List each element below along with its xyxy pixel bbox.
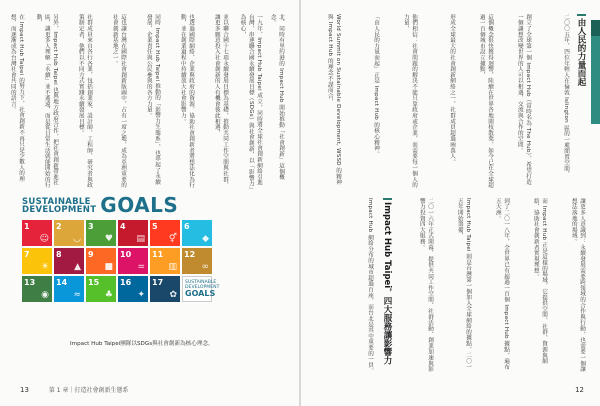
sun-icon: ☀ <box>40 262 49 272</box>
sdg-tile-number: 2 <box>56 222 62 231</box>
sdg-tile-number: 10 <box>120 250 132 259</box>
right-footer <box>575 386 584 394</box>
sdg-tile-8 <box>54 248 84 274</box>
sdg-tile-14 <box>54 276 84 302</box>
text-column: 另外，Impact Hub Taipei 也與地方政府合作，把社會創新帶進社區，讓更多人理解「永續」並不遙遠，而是從日常生活就能開始的行動， <box>35 14 58 188</box>
bowl-icon: ◡ <box>73 234 81 244</box>
book-icon: ▤ <box>136 234 145 244</box>
text-column: 到了二〇一八年，全世界已有超過一百個 Impact Hub 據點，遍布五大洲。 <box>494 198 509 370</box>
sdg-tile-1 <box>22 220 52 246</box>
growth-chart-icon: ▲ <box>74 262 81 272</box>
sdg-title-line2: DEVELOPMENT <box>22 205 97 215</box>
sdg-logo-tile <box>182 276 220 302</box>
text-column: Impact Hub 網絡分布的城市超過百座，而台北是其中重要的一員。 <box>367 198 373 374</box>
section-heading-text: 由人民的力量而起 <box>576 18 586 86</box>
infinity-icon: ∞ <box>201 262 209 272</box>
text-column: 北、同時有里約港的 Impact Hub 開始推動「社會創新」這個概念。 <box>269 14 284 180</box>
sdg-logo-text: DEVELOPMENT <box>185 285 220 290</box>
figure-caption: Impact Hub Taipei團隊以SDGs與社會創新為核心理念。 <box>70 341 214 347</box>
water-drop-icon: ◆ <box>202 234 209 244</box>
text-column: 並以聯合國十七項永續發展目標為基礎，推動共同工作空間與社群，讓更多願意投入社會創新的人有機會彼此相遇， <box>213 14 228 188</box>
sdg-tile-9 <box>86 248 116 274</box>
right-page <box>301 0 600 406</box>
sdg-tile-6 <box>182 220 212 246</box>
sdg-title-line1: SUSTAINABLE <box>22 197 91 207</box>
text-column: 而 Impact Hub 正是這樣的場域，它提供空間、社群、資源與網絡，協助社會創新者實現理想。 <box>532 198 547 364</box>
people-icon: ☺ <box>39 234 49 244</box>
sdg-tile-number: 3 <box>88 222 94 231</box>
text-column: 這也讓台灣在國際社會創新版圖中，占有一席之地，成為亞洲重要的社會創新基地之一。 <box>111 14 126 188</box>
sdg-tile-3 <box>86 220 116 246</box>
sdg-tile-7 <box>22 248 52 274</box>
heading-bar <box>577 14 586 16</box>
sdg-tile-12 <box>182 248 212 274</box>
text-column: World Summit on Sustainable Development, WSSD 的精神與 Impact Hub 的理念不謀而合， <box>326 14 341 186</box>
sdg-tile-number: 17 <box>152 278 164 287</box>
sdg-tile-number: 15 <box>88 278 100 287</box>
page-number: 13 <box>20 386 29 394</box>
gender-icon: ⚥ <box>168 234 177 244</box>
text-column: 同時 Impact Hub Taipei 推動的「影響力生態系」，也串起了永續發展、企業責任與公民參與的各方力量。 <box>145 14 160 185</box>
heartbeat-icon: ♥ <box>104 234 113 244</box>
heading-bar <box>383 198 392 200</box>
sdg-tile-number: 14 <box>56 278 68 287</box>
text-column: 社群成員來自各行各業，包括創業家、設計師、工程師、研究者與政策制定者，他們以不同方式實踐永續發展目標。 <box>77 14 92 188</box>
sdg-tile-number: 12 <box>184 250 196 259</box>
text-column: 「由人民的力量而起」正是 Impact Hub 的核心精神。 <box>373 14 379 157</box>
dove-icon: ✦ <box>137 290 145 300</box>
section-heading <box>576 14 586 114</box>
text-column: 形成全球最大的社會創新網絡之一，社群成員超過兩萬人。 <box>449 14 455 165</box>
sdg-tile-number: 8 <box>56 250 62 259</box>
sdg-tile-grid <box>22 220 220 302</box>
cubes-icon: ■ <box>104 262 113 272</box>
sdg-tile-number: 16 <box>120 278 132 287</box>
text-column: 也透過國際網絡、企業與政府的資源，協助社會創新者將想法化為行動，並在創業過程中持續放大社會影響力。 <box>179 14 194 188</box>
sdg-tile-number: 5 <box>152 222 158 231</box>
sdg-tile-number: 11 <box>152 250 164 259</box>
sdg-tile-number: 9 <box>88 250 94 259</box>
city-icon: ▥ <box>168 262 177 272</box>
sdg-tile-5 <box>150 220 180 246</box>
sdg-tile-10 <box>118 248 148 274</box>
flower-icon: ✿ <box>169 290 177 300</box>
earth-eye-icon: ◉ <box>41 290 49 300</box>
text-column: 創立了全球第一個 Impact Hub（當時名為 The Hub），希望打造一個讓想改變世界的人可以相遇、交流與合作的空間。 <box>516 14 531 185</box>
sdg-tile-number: 4 <box>120 222 126 231</box>
fish-icon: ≈ <box>73 290 81 300</box>
text-column: 二〇一六年正式開幕，提供共同工作空間、社群活動、創業加速與影響力投資四大服務。 <box>418 198 433 372</box>
text-column: 一九年，Impact Hub Taipei 成立，同時將全球社會創新網絡引進台灣，串連聯合國永續發展目標（SDGs）與社會創新，以「影響力」為核心， <box>239 14 262 190</box>
equality-icon: = <box>137 262 145 272</box>
left-footer <box>20 385 128 394</box>
sdg-tile-15 <box>86 276 116 302</box>
sdg-tile-number: 13 <box>24 278 36 287</box>
sdg-header <box>22 193 220 217</box>
page-number: 12 <box>575 386 584 394</box>
chapter-tab-marker <box>591 20 600 36</box>
text-column: 讓更多人意識到：永續發展需要跨領域的合作與行動，也需要一個讓想法落地的場域。 <box>570 198 585 372</box>
sdg-tile-11 <box>150 248 180 274</box>
section-heading <box>382 198 392 368</box>
sdg-logo-text: GOALS <box>185 289 216 299</box>
sdg-tile-4 <box>118 220 148 246</box>
sdg-tile-13 <box>22 276 52 302</box>
sdg-tile-17 <box>150 276 180 302</box>
text-column: 二〇〇五年，四位年輕人在倫敦 Islington 區的一處閒置空間， <box>563 14 569 178</box>
text-column: 他們相信：社會問題的解決不能只靠政府或企業，而需要每一個人的力量， <box>402 14 417 188</box>
sdg-figure <box>22 193 220 340</box>
sdg-tile-number: 1 <box>24 222 30 231</box>
section-heading-text: Impact Hub Taipei，四大服務讓影響力 <box>382 202 392 365</box>
text-column: 這個概念很快獲得迴響，陸續在世界各地開枝散葉，如今已在全球超過一百個城市設立據點， <box>478 14 493 188</box>
tree-icon: ♣ <box>104 290 113 300</box>
sdg-title-goals: GOALS <box>100 193 179 217</box>
sdg-tile-2 <box>54 220 84 246</box>
text-column: Impact Hub Taipei 則是台灣第一個加入全球網絡的據點，二〇一五年開始籌備， <box>456 198 471 370</box>
sdg-tile-number: 7 <box>24 250 30 259</box>
left-page <box>0 0 299 406</box>
sdg-tile-number: 6 <box>184 222 190 231</box>
text-column: 在 Impact Hub Taipei 的努力下，社會創新不再只是少數人的理想，而逐漸成為台灣社會共同的語言。 <box>9 14 24 182</box>
chapter-label: 第 1 章｜打造社會創新生態系 <box>48 387 129 394</box>
sdg-logo-text: SUSTAINABLE <box>185 279 217 285</box>
sdg-tile-16 <box>118 276 148 302</box>
